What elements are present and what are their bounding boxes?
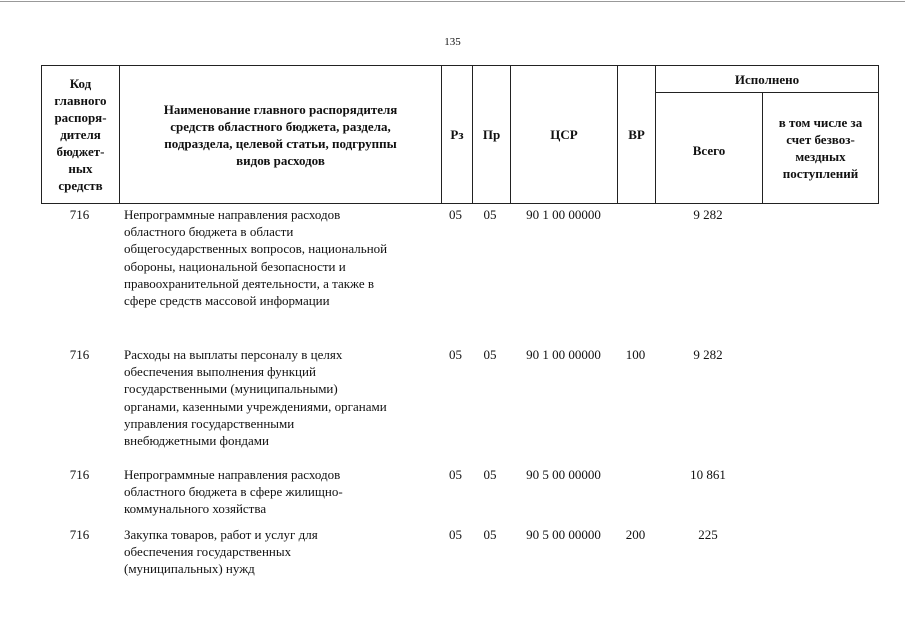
cell-code: 716 bbox=[69, 527, 90, 542]
table-header bbox=[41, 65, 879, 204]
cell-name-line: коммунального хозяйства bbox=[124, 501, 267, 517]
cell-vr: 100 bbox=[625, 347, 646, 362]
cell-name bbox=[124, 346, 444, 449]
cell-csr: 90 5 00 00000 bbox=[526, 527, 601, 542]
cell-name-line: обеспечения государственных bbox=[124, 544, 292, 560]
cell-name-line: обороны, национальной безопасности и bbox=[124, 258, 346, 274]
cell-csr: 90 5 00 00000 bbox=[526, 467, 601, 482]
cell-code: 716 bbox=[69, 467, 90, 482]
cell-name bbox=[124, 526, 444, 578]
cell-name-line: правоохранительной деятельности, а также в bbox=[124, 275, 375, 291]
cell-name-line: Непрограммные направления расходов bbox=[124, 207, 341, 222]
header-code-line: главного bbox=[54, 93, 107, 108]
cell-total: 9 282 bbox=[693, 207, 723, 222]
cell-name-line: Непрограммные направления расходов bbox=[124, 467, 341, 482]
cell-name-line: внебюджетными фондами bbox=[124, 433, 269, 449]
cell-pr: 05 bbox=[483, 527, 497, 542]
cell-rz: 05 bbox=[449, 347, 462, 362]
cell-vr: 200 bbox=[625, 527, 646, 542]
cell-name bbox=[124, 206, 444, 309]
header-rz: Рз bbox=[450, 127, 464, 142]
cell-total: 10 861 bbox=[690, 467, 726, 482]
header-code-line: распоря- bbox=[54, 110, 107, 125]
cell-rz: 05 bbox=[449, 467, 462, 482]
cell-name-line: Закупка товаров, работ и услуг для bbox=[124, 527, 318, 542]
header-free-line: счет безвоз- bbox=[786, 132, 855, 147]
header-name-line: Наименование главного распорядителя bbox=[163, 101, 398, 117]
header-free-line: мездных bbox=[795, 149, 846, 164]
header-total: Всего bbox=[692, 142, 726, 158]
header-free-line: поступлений bbox=[782, 166, 859, 181]
header-free bbox=[763, 93, 878, 203]
cell-name-line: общегосударственных вопросов, национальной bbox=[124, 241, 388, 257]
header-csr: ЦСР bbox=[550, 127, 578, 142]
cell-csr: 90 1 00 00000 bbox=[526, 347, 601, 362]
header-pr: Пр bbox=[482, 127, 501, 142]
header-code-line: ных bbox=[68, 161, 93, 176]
cell-code: 716 bbox=[69, 207, 90, 222]
header-code-line: Код bbox=[69, 76, 92, 91]
cell-csr: 90 1 00 00000 bbox=[526, 207, 601, 222]
cell-pr: 05 bbox=[483, 467, 497, 482]
cell-pr: 05 bbox=[483, 347, 497, 362]
cell-name-line: областного бюджета в сфере жилищно- bbox=[124, 484, 343, 500]
header-name bbox=[120, 66, 441, 203]
cell-name-line: управления государственными bbox=[124, 415, 295, 431]
header-name-line: видов расходов bbox=[236, 152, 325, 168]
header-vr: ВР bbox=[628, 127, 645, 142]
cell-total: 9 282 bbox=[693, 347, 723, 362]
header-code bbox=[42, 66, 119, 203]
cell-total: 225 bbox=[698, 527, 718, 542]
header-code-line: средств bbox=[58, 178, 103, 193]
header-name-line: средств областного бюджета, раздела, bbox=[170, 118, 391, 134]
header-executed: Исполнено bbox=[734, 71, 800, 87]
cell-code: 716 bbox=[69, 347, 90, 362]
cell-name-line: государственными (муниципальными) bbox=[124, 381, 338, 397]
cell-pr: 05 bbox=[483, 207, 497, 222]
cell-name-line: органами, казенными учреждениями, органами bbox=[124, 398, 387, 414]
cell-name-line: областного бюджета в области bbox=[124, 224, 294, 240]
cell-name-line: сфере средств массовой информации bbox=[124, 293, 330, 309]
header-name-line: подраздела, целевой статьи, подгруппы bbox=[164, 135, 397, 151]
header-free-line: в том числе за bbox=[778, 115, 863, 130]
cell-name-line: (муниципальных) нужд bbox=[124, 561, 255, 577]
header-code-line: дителя bbox=[60, 127, 101, 142]
cell-rz: 05 bbox=[449, 527, 462, 542]
cell-name-line: обеспечения выполнения функций bbox=[124, 364, 316, 380]
scan-edge-line bbox=[0, 1, 905, 2]
header-code-line: бюджет- bbox=[56, 144, 105, 159]
cell-name-line: Расходы на выплаты персоналу в целях bbox=[124, 347, 343, 362]
cell-name bbox=[124, 466, 444, 518]
page-number: 135 bbox=[444, 36, 461, 48]
cell-rz: 05 bbox=[449, 207, 462, 222]
